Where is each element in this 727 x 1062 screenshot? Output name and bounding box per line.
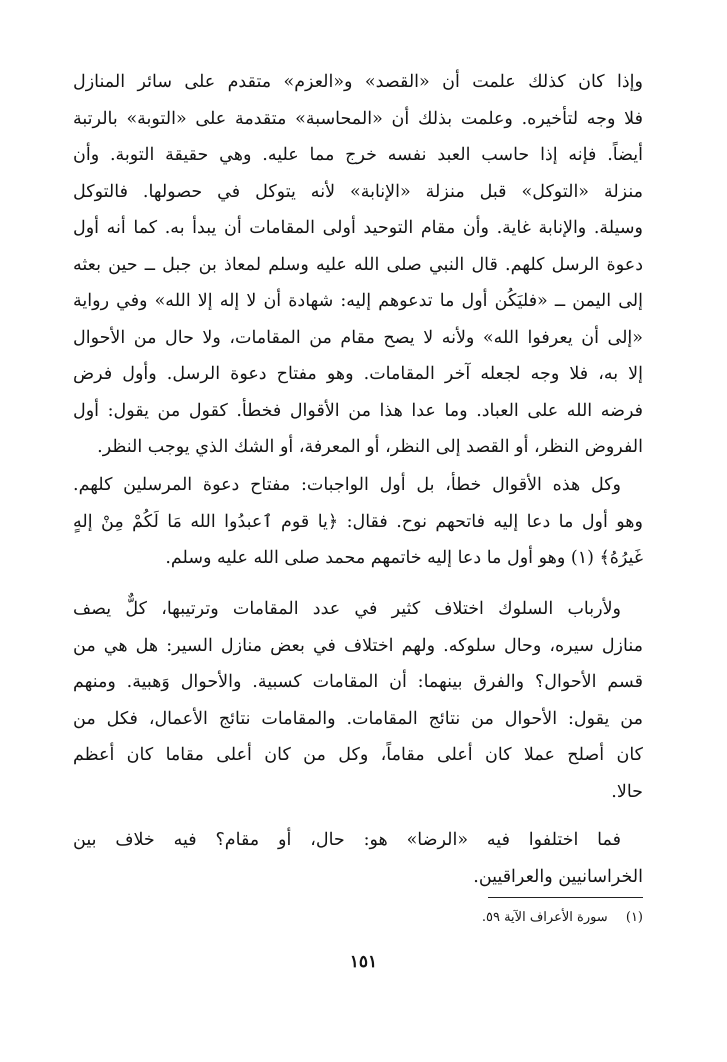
text-line: وإذا كان كذلك علمت أن «القصد» و«العزم» متقدم على سائر المنازل bbox=[73, 72, 643, 92]
text-line: منزلة «التوكل» قبل منزلة «الإنابة» لأنه يتوكل في حصولها. فالتوكل bbox=[73, 181, 643, 202]
text-line: منازل سيره، وحال سلوكه. ولهم اختلاف في بعض منازل السير: هل هي من bbox=[73, 635, 643, 656]
text-line: وسيلة. والإنابة غاية. وأن مقام التوحيد أولى المقامات أن يبدأ به. كما أنه أول bbox=[73, 218, 643, 238]
paragraph-suluk-differences bbox=[73, 591, 643, 810]
text-line: إلا به، فلا وجه لجعله آخر المقامات. وهو مفتاح دعوة الرسل. وأول فرض bbox=[73, 364, 643, 384]
footnote-number: (١) bbox=[625, 910, 643, 925]
footnote-text: سورة الأعراف الآية ٥٩. bbox=[481, 910, 608, 925]
text-line: فرضه الله على العباد. وما عدا هذا من الأقوال فخطأ. كقول من يقول: أول bbox=[73, 400, 643, 421]
text-line: وهو أول ما دعا إليه فاتحهم نوح. فقال: ﴿يا قوم ٱعبدُوا الله مَا لَكُمْ مِنْ إلهٍ bbox=[73, 511, 643, 532]
text-line: فما اختلفوا فيه «الرضا» هو: حال، أو مقام؟ فيه خلاف بين bbox=[73, 830, 621, 850]
paragraph-first-obligation bbox=[73, 467, 643, 577]
text-line: فلا وجه لتأخيره. وعلمت بذلك أن «المحاسبة» متقدمة على «التوبة» بالرتبة bbox=[73, 108, 643, 129]
text-line: حالا. bbox=[611, 781, 643, 802]
text-line: كان أصلح عملا كان أعلى مقاماً، وكل من كان أعلى مقاما كان أعظم bbox=[73, 745, 643, 765]
paragraph-stations-order bbox=[73, 64, 643, 466]
text-line: قسم الأحوال؟ والفرق بينهما: أن المقامات كسبية. والأحوال وَهبية. ومنهم bbox=[73, 672, 643, 692]
text-line: إلى اليمن ــ «فليَكُن أول ما تدعوهم إليه: شهادة أن لا إله إلا الله» وفي رواية bbox=[73, 291, 643, 311]
footnote bbox=[482, 907, 643, 929]
text-line: أيضاً. فإنه إذا حاسب العبد نفسه خرج مما عليه. وهي حقيقة التوبة. وأن bbox=[73, 145, 643, 165]
paragraph-rida bbox=[73, 822, 643, 895]
text-line: غَيرُهُ﴾ (١) وهو أول ما دعا إليه خاتمهم محمد صلى الله عليه وسلم. bbox=[165, 548, 643, 568]
text-line: من يقول: الأحوال من نتائج المقامات. والمقامات نتائج الأعمال، فكل من bbox=[73, 708, 643, 729]
text-line: الفروض النظر، أو القصد إلى النظر، أو المعرفة، أو الشك الذي يوجب النظر. bbox=[97, 437, 643, 457]
text-line: وكل هذه الأقوال خطأ، بل أول الواجبات: مفتاح دعوة المرسلين كلهم. bbox=[73, 475, 621, 495]
text-line: الخراسانيين والعراقيين. bbox=[473, 866, 643, 887]
footnote-divider bbox=[488, 897, 643, 898]
page-number: ١٥١ bbox=[349, 952, 378, 972]
text-line: «إلى أن يعرفوا الله» ولأنه لا يصح مقام من المقامات، ولا حال من الأحوال bbox=[73, 327, 643, 348]
text-line: دعوة الرسل كلهم. قال النبي صلى الله عليه وسلم لمعاذ بن جبل ــ حين بعثه bbox=[73, 254, 643, 275]
text-line: ولأرباب السلوك اختلاف كثير في عدد المقامات وترتيبها، كلٌّ يصف bbox=[73, 599, 621, 619]
